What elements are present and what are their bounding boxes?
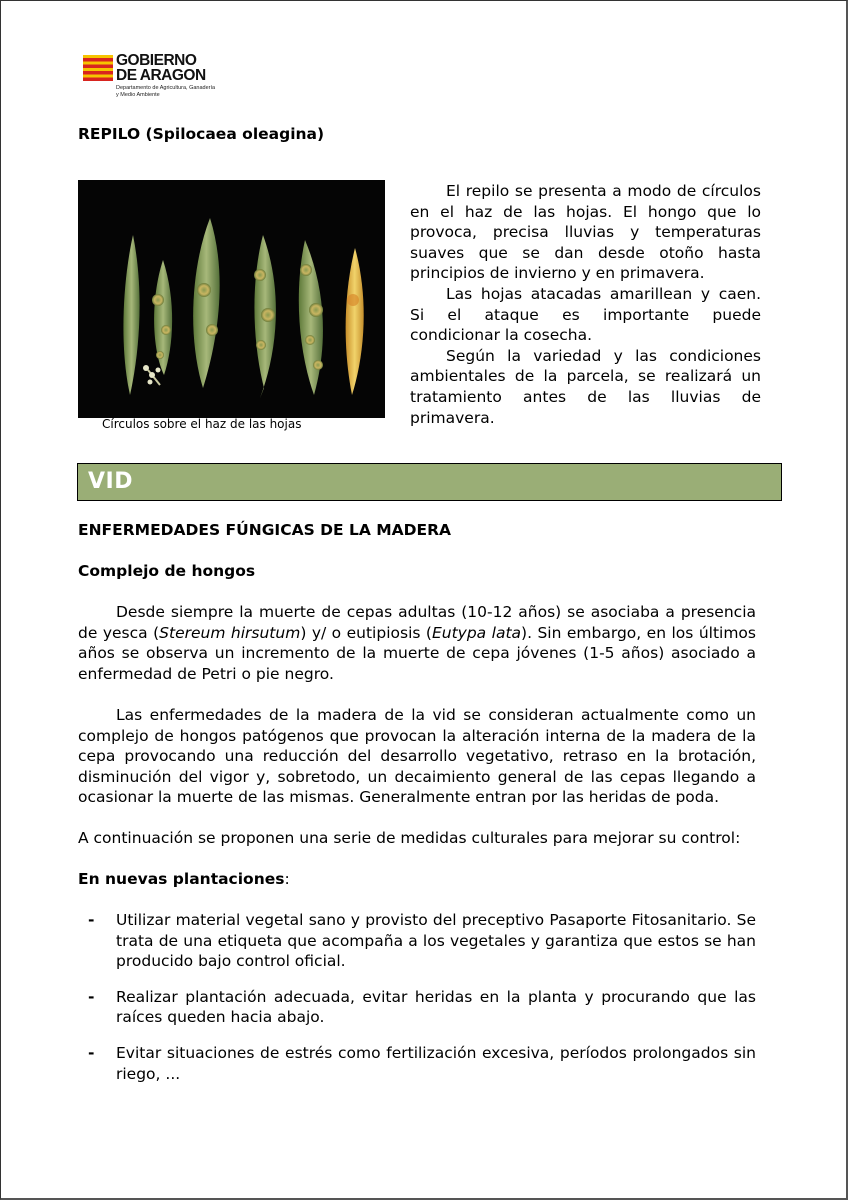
- repilo-paragraph: Las hojas atacadas amarillean y caen. Si el ataque es importante puede condicionar la cosecha.: [410, 284, 761, 345]
- bullet-dash: -: [88, 987, 95, 1006]
- logo-title-line2: DE ARAGON: [116, 67, 206, 84]
- list-item-text: Evitar situaciones de estrés como fertilización excesiva, períodos prolongados sin riego, ...: [116, 1043, 756, 1083]
- list-item-text: Utilizar material vegetal sano y provisto del preceptivo Pasaporte Fitosanitario. Se trata de una etiqueta que acompaña a los vegetales y garantiza que estos se han producido bajo control oficial.: [116, 911, 756, 971]
- para1-text-a: Desde siempre la muerte de cepas adultas (10-12 años) se asociaba a presencia de yesca (: [78, 603, 756, 642]
- para1-species-2: Eutypa lata: [431, 623, 522, 642]
- new-plantings-label: En nuevas plantaciones: [78, 870, 285, 888]
- vid-band-title: VID: [88, 469, 133, 494]
- repilo-description: [410, 181, 761, 428]
- gobierno-aragon-logo: [79, 47, 219, 105]
- olive-leaves-illustration: [78, 180, 385, 418]
- bullet-list: [78, 910, 756, 1099]
- logo-title-line1: GOBIERNO: [116, 52, 197, 69]
- bullet-dash: -: [88, 1043, 95, 1062]
- para1-text-c: ). Sin embargo, en los últimos años se observa un incremento de la muerte de cepa jóvenes (1-5 años) asociado a enfermedad de Petri o pie negro.: [78, 623, 756, 683]
- aragon-flag-icon: [83, 55, 113, 81]
- para1-text-b: ) y/ o eutipiosis (: [300, 623, 432, 642]
- photo-caption: Círculos sobre el haz de las hojas: [102, 417, 302, 431]
- new-plantings-colon: :: [284, 870, 290, 888]
- sub-heading: Complejo de hongos: [78, 562, 256, 580]
- logo-subtitle: Departamento de Agricultura, Ganadería y Medio Ambiente: [116, 85, 216, 98]
- logo-text: [116, 53, 216, 98]
- para1-species-1: Stereum hirsutum: [159, 623, 301, 642]
- repilo-heading: REPILO (Spilocaea oleagina): [78, 125, 325, 143]
- bullet-dash: -: [88, 911, 95, 929]
- paragraph-1: [78, 602, 756, 684]
- vid-section-band: [77, 463, 782, 501]
- section-heading: ENFERMEDADES FÚNGICAS DE LA MADERA: [78, 521, 452, 539]
- new-plantings-heading: [78, 869, 756, 890]
- list-item-text: Realizar plantación adecuada, evitar heridas en la planta y procurando que las raíces queden hacia abajo.: [116, 987, 756, 1027]
- paragraph-2: Las enfermedades de la madera de la vid se consideran actualmente como un complejo de hongos patógenos que provocan la alteración interna de la madera de la cepa provocando una reducción del desarrollo vegetativo, retraso en la brotación, disminución del vigor y, sobretodo, un decaimiento general de las cepas llegando a ocasionar la muerte de las mismas. Generalmente entran por las heridas de poda.: [78, 706, 756, 807]
- repilo-paragraph: El repilo se presenta a modo de círculos en el haz de las hojas. El hongo que lo provoca, precisa lluvias y temperaturas suaves que se dan desde otoño hasta principios de invierno y en primavera.: [410, 182, 761, 283]
- paragraph-3: A continuación se proponen una serie de medidas culturales para mejorar su control:: [78, 829, 741, 847]
- list-item: [78, 987, 756, 1028]
- list-item: [78, 1043, 756, 1084]
- olive-leaves-photo: [78, 180, 385, 418]
- list-item: [78, 910, 756, 972]
- repilo-paragraph: Según la variedad y las condiciones ambientales de la parcela, se realizará un tratamiento antes de las lluvias de primavera.: [410, 346, 761, 427]
